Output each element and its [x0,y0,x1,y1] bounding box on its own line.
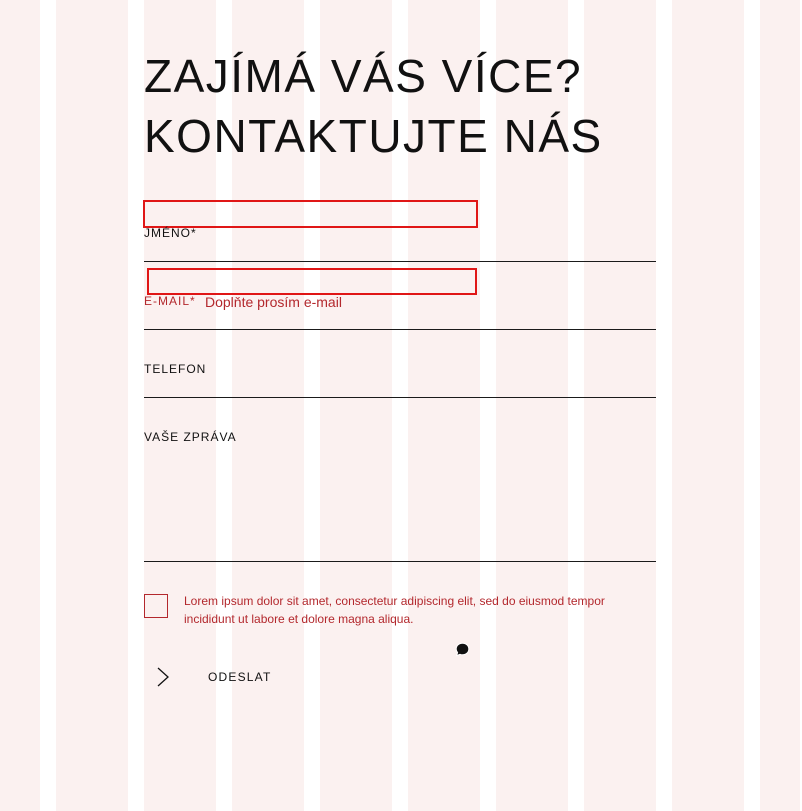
submit-label: ODESLAT [208,670,272,684]
chevron-right-icon [156,667,172,687]
email-error-message: Doplňte prosím e-mail [205,294,342,310]
title-line-1: ZAJÍMÁ VÁS VÍCE? [144,50,583,102]
submit-button[interactable] [144,662,294,692]
page-title [144,46,603,166]
message-textarea[interactable] [144,452,656,552]
chat-bubble-icon[interactable] [455,642,470,657]
name-input[interactable] [144,204,656,224]
name-field [144,200,656,262]
phone-input[interactable] [144,340,656,360]
phone-label: TELEFON [144,362,207,376]
consent-text: Lorem ipsum dolor sit amet, consectetur adipiscing elit, sed do eiusmod tempor incididunt ut labore et dolore magna aliqua. [184,594,605,626]
phone-field [144,336,656,398]
consent-checkbox[interactable] [144,594,168,618]
name-label: JMÉNO* [144,226,197,240]
email-input[interactable] [144,272,656,292]
email-field [144,268,656,330]
title-line-2: KONTAKTUJTE NÁS [144,110,603,162]
message-label: VAŠE ZPRÁVA [144,430,237,444]
email-label: E-MAIL* [144,294,196,308]
message-field [144,404,656,562]
